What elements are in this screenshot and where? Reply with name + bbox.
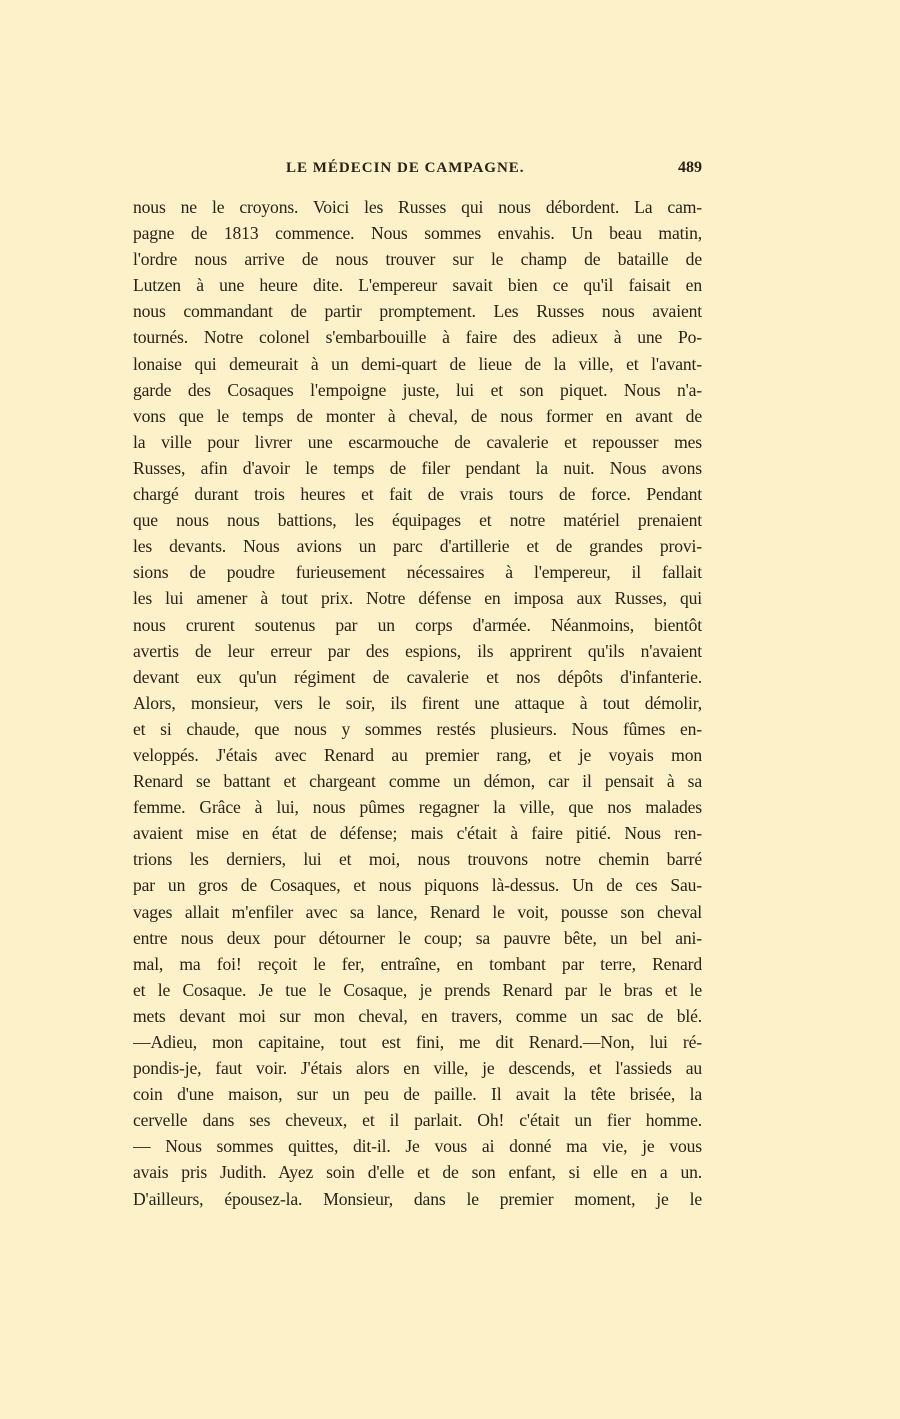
body-text [133,194,702,1212]
text-line: veloppés. J'étais avec Renard au premier rang, et je voyais mon [133,744,702,765]
text-line: cervelle dans ses cheveux, et il parlait. Oh! c'était un fier homme. [133,1110,702,1131]
text-line: lonaise qui demeurait à un demi-quart de lieue de la ville, et l'avant- [133,353,702,374]
text-line: sions de poudre furieusement nécessaires à l'empereur, il fallait [133,562,702,583]
text-line: Lutzen à une heure dite. L'empereur savait bien ce qu'il faisait en [133,275,702,296]
text-line: mal, ma foi! reçoit le fer, entraîne, en tombant par terre, Renard [133,953,702,974]
text-line: devant eux qu'un régiment de cavalerie et nos dépôts d'infanterie. [133,666,702,687]
running-header [133,160,702,184]
text-line: par un gros de Cosaques, et nous piquons là-dessus. Un de ces Sau- [133,875,702,896]
text-line: — Nous sommes quittes, dit-il. Je vous ai donné ma vie, je vous [133,1136,702,1157]
text-line: Renard se battant et chargeant comme un démon, car il pensait à sa [133,771,702,792]
text-line: mets devant moi sur mon cheval, en travers, comme un sac de blé. [133,1005,702,1026]
page-number: 489 [678,159,702,176]
text-line: —Adieu, mon capitaine, tout est fini, me dit Renard.—Non, lui ré- [133,1032,702,1052]
text-line: avaient mise en état de défense; mais c'était à faire pitié. Nous ren- [133,823,702,844]
text-line: Russes, afin d'avoir le temps de filer pendant la nuit. Nous avons [133,457,702,478]
text-line: et si chaude, que nous y sommes restés plusieurs. Nous fûmes en- [133,718,702,739]
text-line: chargé durant trois heures et fait de vrais tours de force. Pendant [133,484,702,505]
text-line: nous ne le croyons. Voici les Russes qui nous débordent. La cam- [133,197,702,217]
text-line: la ville pour livrer une escarmouche de cavalerie et repousser mes [133,431,702,452]
text-line: avertis de leur erreur par des espions, ils apprirent qu'ils n'avaient [133,640,702,661]
text-line: nous commandant de partir promptement. Les Russes nous avaient [133,301,702,322]
text-line: D'ailleurs, épousez-la. Monsieur, dans le premier moment, je le [133,1188,702,1209]
text-line: les lui amener à tout prix. Notre défense en imposa aux Russes, qui [133,588,702,609]
text-line: Alors, monsieur, vers le soir, ils firent une attaque à tout démolir, [133,692,702,713]
text-line: trions les derniers, lui et moi, nous trouvons notre chemin barré [133,849,702,870]
text-line: entre nous deux pour détourner le coup; sa pauvre bête, un bel ani- [133,927,702,948]
text-line: avais pris Judith. Ayez soin d'elle et de son enfant, si elle en a un. [133,1162,702,1183]
text-line: nous crurent soutenus par un corps d'armée. Néanmoins, bientôt [133,614,702,635]
text-line: coin d'une maison, sur un peu de paille. Il avait la tête brisée, la [133,1084,702,1105]
text-line: pagne de 1813 commence. Nous sommes envahis. Un beau matin, [133,223,702,244]
text-line: tournés. Notre colonel s'embarbouille à faire des adieux à une Po- [133,327,702,348]
text-line: vons que le temps de monter à cheval, de nous former en avant de [133,405,702,426]
text-line: les devants. Nous avions un parc d'artillerie et de grandes provi- [133,536,702,557]
text-line: pondis-je, faut voir. J'étais alors en ville, je descends, et l'assieds au [133,1058,702,1079]
text-line: et le Cosaque. Je tue le Cosaque, je prends Renard par le bras et le [133,979,702,1000]
text-line: l'ordre nous arrive de nous trouver sur le champ de bataille de [133,249,702,270]
text-line: que nous nous battions, les équipages et notre matériel prenaient [133,510,702,531]
running-title: LE MÉDECIN DE CAMPAGNE. [286,160,525,176]
text-line: vages allait m'enfiler avec sa lance, Renard le voit, pousse son cheval [133,901,702,922]
text-line: garde des Cosaques l'empoigne juste, lui et son piquet. Nous n'a- [133,379,702,400]
text-line: femme. Grâce à lui, nous pûmes regagner la ville, que nos malades [133,797,702,818]
